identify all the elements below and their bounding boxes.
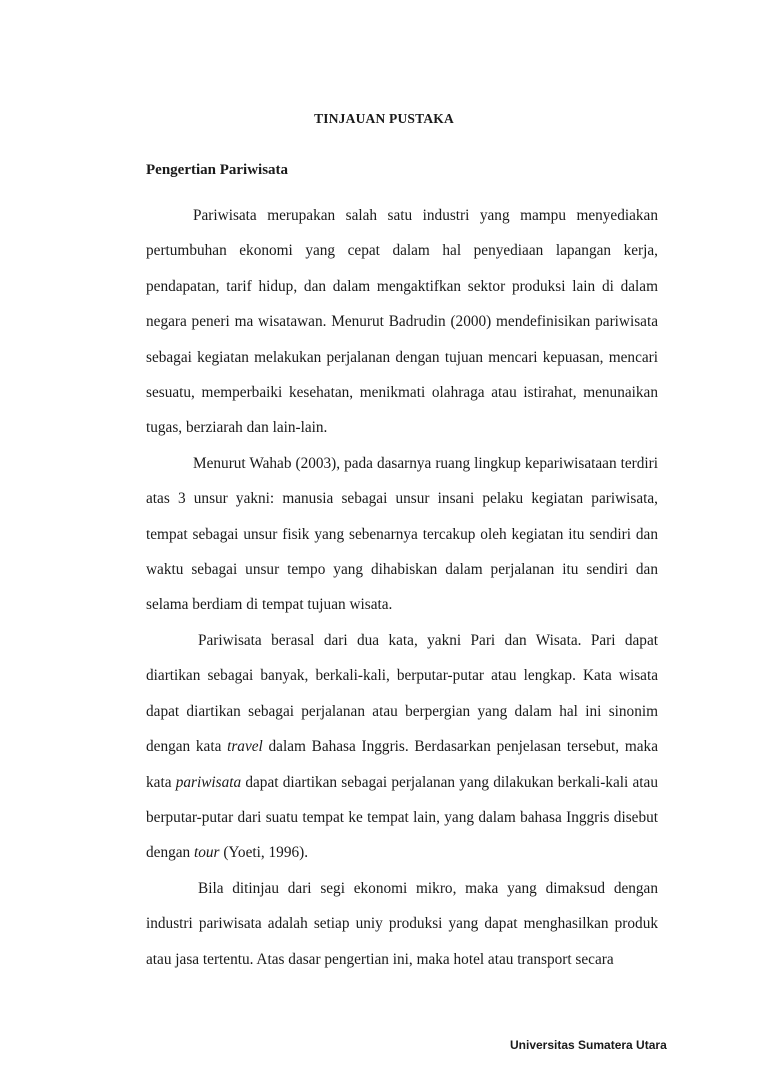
body-text [146, 198, 658, 977]
paragraph-3-part-2: dalam Bahasa Inggris. Berdasarkan penjelasan tersebut, maka kata [146, 738, 658, 791]
italic-term-travel: travel [227, 738, 263, 756]
page-title: TINJAUAN PUSTAKA [314, 111, 454, 126]
italic-term-tour: tour [194, 844, 220, 862]
paragraph-3-part-3: dapat diartikan sebagai perjalanan yang dilakukan berkali-kali atau berputar-putar dari suatu tempat ke tempat lain, yang dalam bahasa Inggris disebut dengan [146, 773, 658, 862]
italic-term-pariwisata: pariwisata [175, 773, 242, 791]
paragraph-1: Pariwisata merupakan salah satu industri yang mampu menyediakan pertumbuhan ekonomi yang cepat dalam hal penyediaan lapangan kerja, pendapatan, tarif hidup, dan dalam mengaktifkan sektor produksi lain di dalam negara peneri ma wisatawan. Menurut Badrudin (2000) mendefinisikan pariwisata sebagai kegiatan melakukan perjalanan dengan tujuan mencari kepuasan, mencari sesuatu, memperbaiki kesehatan, menikmati olahraga atau istirahat, menunaikan tugas, berziarah dan lain-lain. [146, 207, 658, 437]
footer-institution: Universitas Sumatera Utara [510, 1038, 667, 1052]
paragraph-3-part-1: Pariwisata berasal dari dua kata, yakni Pari dan Wisata. Pari dapat diartikan sebagai banyak, berkali-kali, berputar-putar atau lengkap. Kata wisata dapat diartikan sebagai perjalanan atau berpergian yang dalam hal ini sinonim dengan kata [146, 631, 658, 756]
paragraph-3 [146, 623, 658, 871]
paragraph-2: Menurut Wahab (2003), pada dasarnya ruang lingkup kepariwisataan terdiri atas 3 unsur yakni: manusia sebagai unsur insani pelaku kegiatan pariwisata, tempat sebagai unsur fisik yang sebenarnya tercakup oleh kegiatan itu sendiri dan waktu sebagai unsur tempo yang dihabiskan dalam perjalanan itu sendiri dan selama berdiam di tempat tujuan wisata. [146, 454, 658, 614]
section-heading: Pengertian Pariwisata [146, 162, 289, 178]
paragraph-4: Bila ditinjau dari segi ekonomi mikro, maka yang dimaksud dengan industri pariwisata adalah setiap uniy produksi yang dapat menghasilkan produk atau jasa tertentu. Atas dasar pengertian ini, maka hotel atau transport secara [146, 879, 658, 968]
paragraph-3-part-4: (Yoeti, 1996). [219, 844, 309, 862]
